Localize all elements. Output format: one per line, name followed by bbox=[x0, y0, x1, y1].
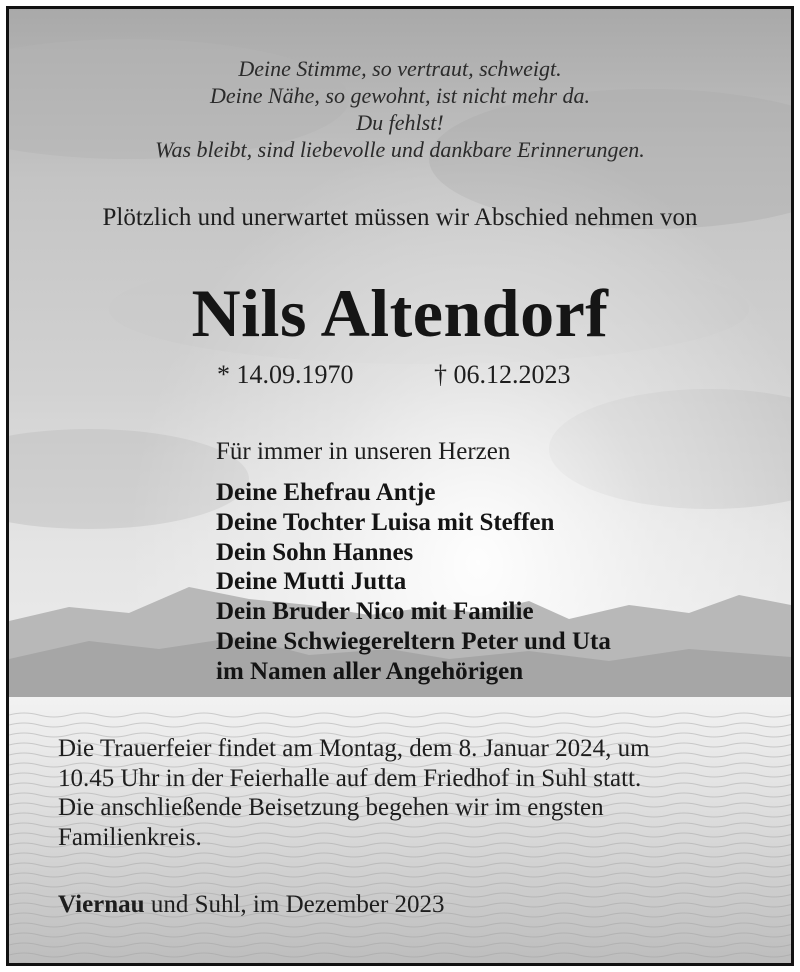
mourner-item: Deine Ehefrau Antje bbox=[216, 479, 436, 506]
poem bbox=[9, 55, 791, 163]
ceremony-line: Familienkreis. bbox=[58, 823, 202, 851]
mourner-item: Deine Mutti Jutta bbox=[216, 568, 407, 596]
life-dates bbox=[9, 359, 791, 391]
poem-line: Deine Nähe, so gewohnt, ist nicht mehr da. bbox=[209, 83, 591, 108]
mourners-list bbox=[216, 478, 611, 687]
mourner-item: Dein Sohn Hannes bbox=[216, 538, 414, 566]
ceremony-line: Die anschließende Beisetzung begehen wir im engsten bbox=[58, 794, 604, 822]
poem-line: Was bleibt, sind liebevolle und dankbare Erinnerungen. bbox=[155, 137, 645, 162]
place-and-date bbox=[58, 890, 445, 920]
mourner-item: Deine Tochter Luisa mit Steffen bbox=[216, 508, 555, 536]
poem-line: Deine Stimme, so vertraut, schweigt. bbox=[238, 56, 562, 81]
mourner-item: Dein Bruder Nico mit Familie bbox=[216, 598, 534, 626]
ceremony-line: 10.45 Uhr in der Feierhalle auf dem Friedhof in Suhl statt. bbox=[58, 764, 642, 792]
mourners-heading: Für immer in unseren Herzen bbox=[216, 438, 511, 465]
birth-date: * 14.09.1970 bbox=[217, 360, 354, 389]
ceremony-line: Die Trauerfeier findet am Montag, dem 8. Januar 2024, um bbox=[58, 735, 650, 762]
place-town: Viernau bbox=[58, 891, 145, 918]
place-rest: und Suhl, im Dezember 2023 bbox=[144, 891, 445, 918]
death-date: † 06.12.2023 bbox=[434, 360, 571, 389]
obituary-frame bbox=[6, 6, 794, 966]
mourner-item: im Namen aller Angehörigen bbox=[216, 657, 524, 685]
intro-text: Plötzlich und unerwartet müssen wir Abschied nehmen von bbox=[102, 204, 698, 231]
poem-line: Du fehlst! bbox=[356, 110, 444, 135]
ceremony-notice bbox=[58, 734, 758, 852]
mourner-item: Deine Schwiegereltern Peter und Uta bbox=[216, 627, 611, 655]
deceased-name: Nils Altendorf bbox=[191, 275, 609, 351]
